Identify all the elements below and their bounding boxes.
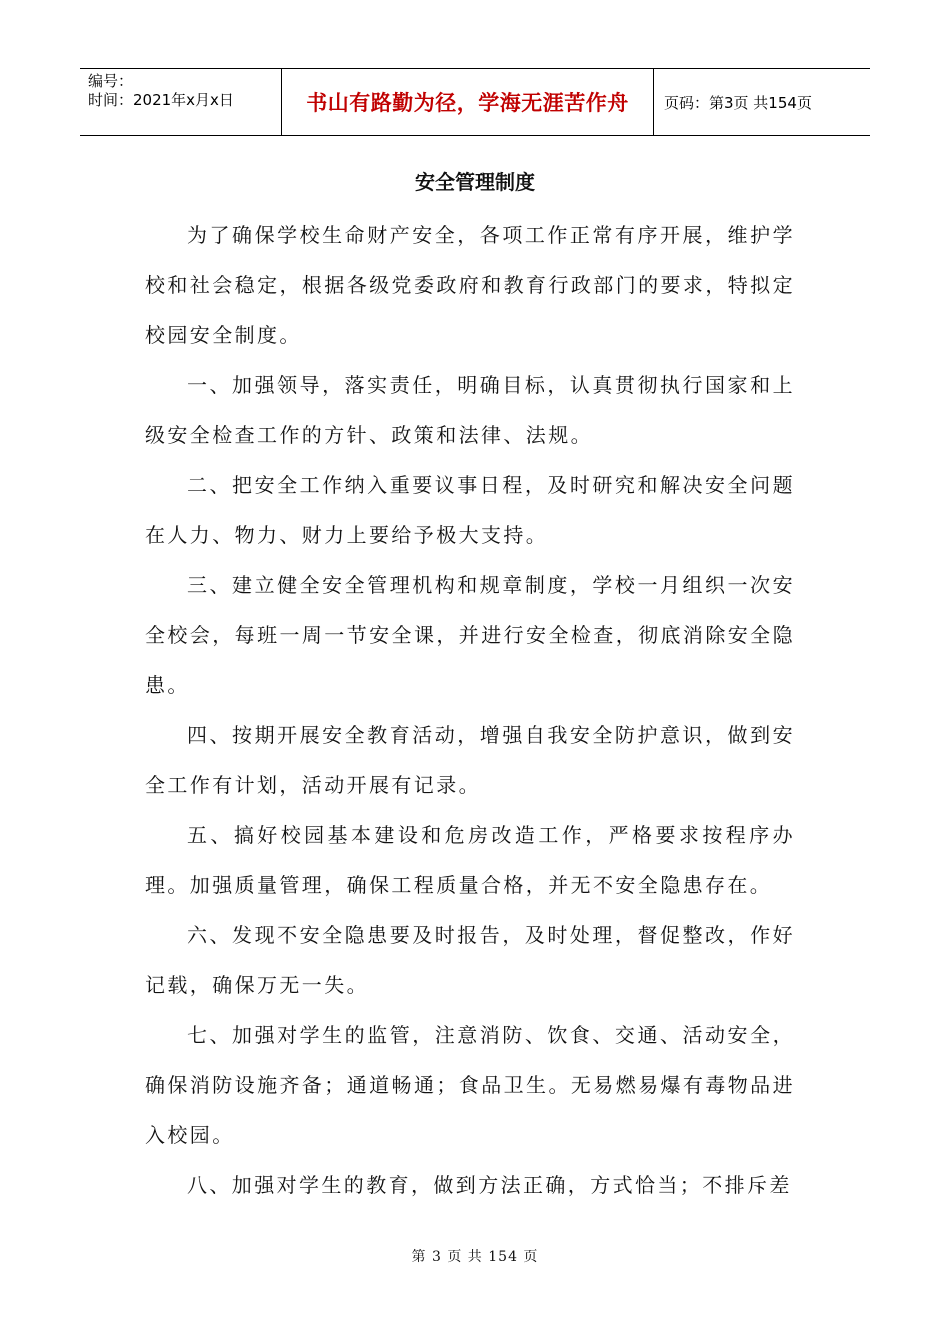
header-page-info: 页码：第3页 共154页	[664, 93, 812, 112]
header-motto: 书山有路勤为径，学海无涯苦作舟	[282, 69, 654, 135]
paragraph: 二、把安全工作纳入重要议事日程，及时研究和解决安全问题在人力、物力、财力上要给予极大支持。	[145, 473, 795, 547]
paragraph: 三、建立健全安全管理机构和规章制度，学校一月组织一次安全校会，每班一周一节安全课，并进行安全检查，彻底消除安全隐患。	[145, 573, 795, 697]
page-footer: 第 3 页 共 154 页	[411, 1249, 539, 1265]
paragraph: 四、按期开展安全教育活动，增强自我安全防护意识，做到安全工作有计划，活动开展有记录。	[145, 723, 795, 797]
document-body	[145, 210, 795, 1210]
paragraph: 八、加强对学生的教育，做到方法正确，方式恰当；不排斥差	[187, 1173, 792, 1197]
document-title: 安全管理制度	[415, 170, 535, 194]
paragraph: 七、加强对学生的监管，注意消防、饮食、交通、活动安全，确保消防设施齐备；通道畅通；食品卫生。无易燃易爆有毒物品进入校园。	[145, 1023, 795, 1147]
paragraph: 五、搞好校园基本建设和危房改造工作，严格要求按程序办理。加强质量管理，确保工程质量合格，并无不安全隐患存在。	[145, 823, 795, 897]
paragraph: 一、加强领导，落实责任，明确目标，认真贯彻执行国家和上级安全检查工作的方针、政策和法律、法规。	[145, 373, 795, 447]
document-number-label: 编号：	[88, 72, 134, 90]
paragraph: 为了确保学校生命财产安全，各项工作正常有序开展，维护学校和社会稳定，根据各级党委政府和教育行政部门的要求，特拟定校园安全制度。	[145, 223, 795, 347]
paragraph: 六、发现不安全隐患要及时报告，及时处理，督促整改，作好记载，确保万无一失。	[145, 923, 795, 997]
document-date: 时间：2021年x月x日	[88, 91, 234, 109]
header-meta	[80, 69, 282, 135]
page-header	[80, 68, 870, 136]
